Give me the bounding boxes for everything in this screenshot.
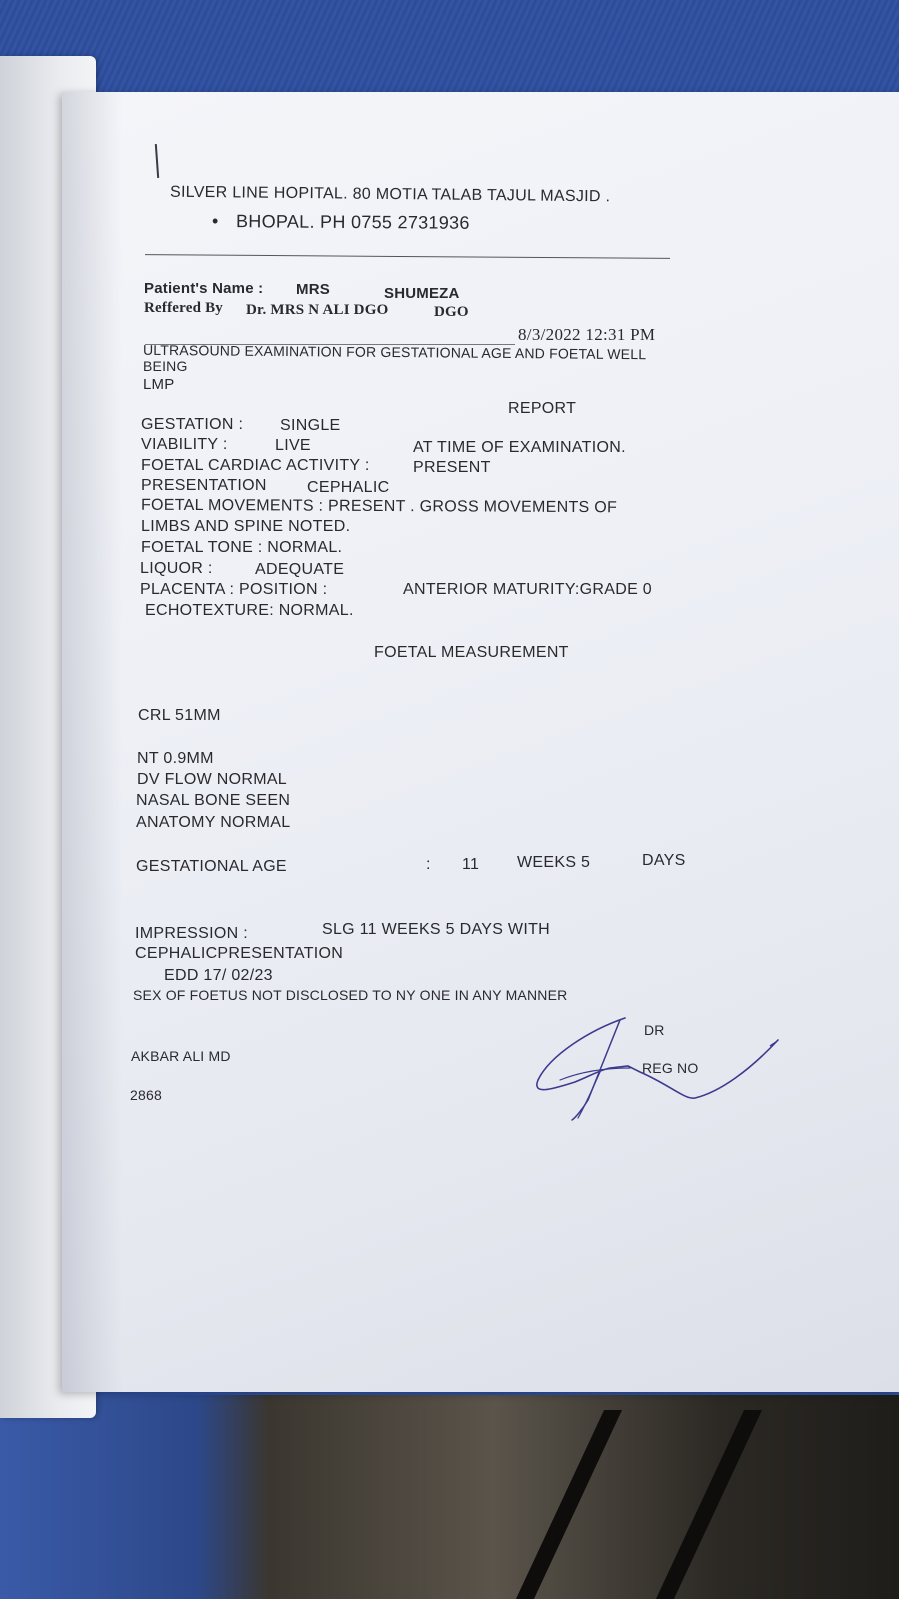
doctor-name: AKBAR ALI MD	[131, 1048, 231, 1064]
bullet-mark: •	[212, 211, 219, 231]
gestation-label: GESTATION :	[141, 416, 244, 433]
floor-background	[0, 1395, 899, 1599]
gestational-age-days-label: DAYS	[642, 852, 686, 869]
hospital-address-line1: SILVER LINE HOPITAL. 80 MOTIA TALAB TAJUL MASJID .	[169, 183, 611, 206]
exam-title-line1: ULTRASOUND EXAMINATION FOR GESTATIONAL AGE AND FOETAL WELL	[142, 341, 647, 363]
impression-value: SLG 11 WEEKS 5 DAYS WITH	[322, 921, 550, 938]
patient-name: SHUMEZA	[384, 285, 460, 302]
cardiac-activity-label: FOETAL CARDIAC ACTIVITY :	[141, 457, 370, 474]
dv-flow: DV FLOW NORMAL	[137, 771, 287, 788]
report-heading: REPORT	[508, 400, 577, 417]
patient-name-label: Patient's Name :	[144, 280, 264, 297]
gestational-age-label: GESTATIONAL AGE	[136, 858, 287, 875]
foetal-tone: FOETAL TONE : NORMAL.	[141, 539, 343, 556]
exam-title-line2: BEING	[143, 358, 188, 374]
viability-label: VIABILITY :	[141, 436, 228, 453]
movements-line2: LIMBS AND SPINE NOTED.	[141, 518, 351, 535]
echotexture: ECHOTEXTURE: NORMAL.	[145, 602, 354, 619]
viability-note: AT TIME OF EXAMINATION.	[413, 439, 626, 456]
measurement-heading: FOETAL MEASUREMENT	[374, 644, 569, 661]
gestational-age-weeks: 11	[462, 856, 480, 873]
impression-label: IMPRESSION :	[135, 925, 248, 942]
cardiac-activity-value: PRESENT	[413, 459, 491, 476]
placenta-label: PLACENTA : POSITION :	[140, 581, 328, 598]
sheet-shadow	[62, 92, 122, 1392]
presentation-value: CEPHALIC	[307, 479, 390, 496]
hospital-address-line2: BHOPAL. PH 0755 2731936	[235, 211, 470, 233]
liquor-value: ADEQUATE	[255, 561, 345, 578]
presentation-label: PRESENTATION	[141, 477, 267, 494]
viability-value: LIVE	[275, 437, 311, 454]
gestation-value: SINGLE	[280, 417, 341, 434]
gestational-age-colon: :	[426, 856, 431, 873]
reg-no-label: REG NO	[642, 1060, 699, 1076]
gestational-age-weeks-label: WEEKS 5	[517, 854, 591, 871]
patient-title: MRS	[296, 281, 330, 298]
liquor-label: LIQUOR :	[140, 560, 213, 577]
edd: EDD 17/ 02/23	[164, 967, 273, 984]
anatomy: ANATOMY NORMAL	[136, 814, 291, 831]
sex-disclaimer: SEX OF FOETUS NOT DISCLOSED TO NY ONE IN ANY MANNER	[133, 987, 568, 1003]
referred-by-label: Reffered By	[144, 300, 223, 316]
nasal-bone: NASAL BONE SEEN	[136, 792, 291, 809]
movements-line1: FOETAL MOVEMENTS : PRESENT . GROSS MOVEMENTS OF	[140, 496, 618, 517]
doctor-number: 2868	[130, 1087, 162, 1103]
impression-presentation: CEPHALICPRESENTATION	[135, 945, 344, 962]
crl-value: CRL 51MM	[138, 707, 221, 724]
doctor-signature	[530, 1010, 790, 1130]
placenta-value: ANTERIOR MATURITY:GRADE 0	[403, 581, 653, 598]
nt-value: NT 0.9MM	[137, 750, 214, 767]
lmp-label: LMP	[143, 376, 175, 393]
referred-doctor: Dr. MRS N ALI DGO	[246, 302, 389, 318]
dr-label: DR	[644, 1022, 665, 1038]
referred-extra: DGO	[434, 304, 469, 320]
exam-datetime: 8/3/2022 12:31 PM	[518, 325, 656, 344]
